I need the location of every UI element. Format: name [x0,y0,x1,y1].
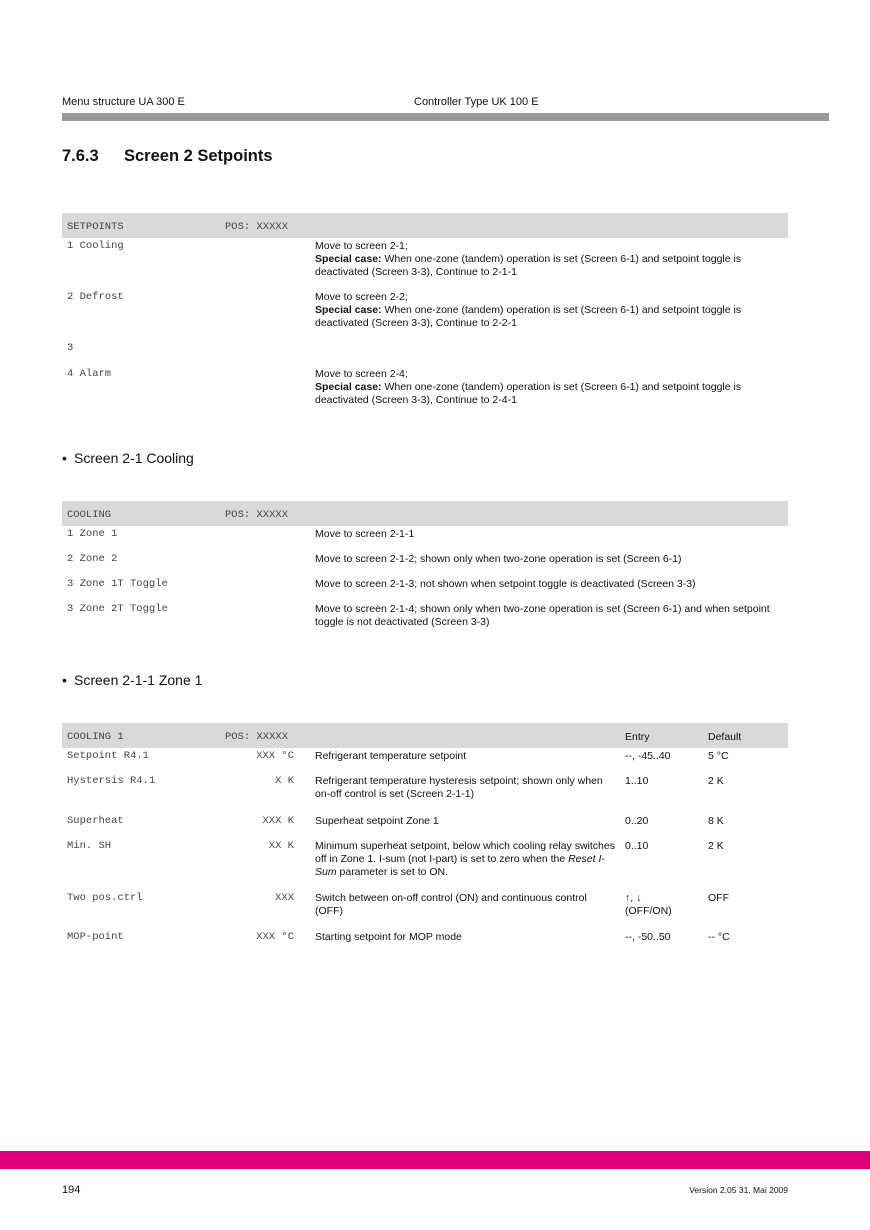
param-default: -- °C [708,931,730,943]
zone1-table [62,723,788,954]
cooling-table [62,501,788,639]
bullet-icon: • [62,672,67,688]
subsection-title: Screen 2-1 Cooling [74,450,194,466]
table-row [62,813,788,838]
header-pos: POS: XXXXX [225,509,289,521]
table-header [62,213,788,238]
param-value: XXX °C [256,931,294,943]
row-description: Move to screen 2-1-4; shown only when two-zone operation is set (Screen 6-1) and when setpoint toggle is not deactivated (Screen 3-3) [315,603,770,628]
param-default: 2 K [708,775,724,787]
param-default: 8 K [708,815,724,827]
table-row [62,238,788,289]
table-header [62,501,788,526]
param-entry: --, -45..40 [625,750,671,762]
param-name: Superheat [67,815,124,827]
subsection-bullet [62,450,194,466]
param-name: Setpoint R4.1 [67,750,149,762]
table-row [62,838,788,890]
param-name: Min. SH [67,840,112,852]
param-value: XXX °C [256,750,294,762]
table-row [62,748,788,773]
param-name: Hystersis R4.1 [67,775,156,787]
param-default: 5 °C [708,750,729,762]
row-description: Move to screen 2-1-1 [315,528,415,540]
table-row [62,890,788,929]
row-description: Move to screen 2-4; Special case: When one-zone (tandem) operation is set (Screen 6-1) and setpoint toggle is deactivated (Screen 3-3), Continue to 2-4-1 [315,368,742,406]
menu-item: 1 Zone 1 [67,528,118,540]
table-row [62,601,788,639]
header-default: Default [708,731,742,743]
param-description: Switch between on-off control (ON) and continuous control (OFF) [315,892,587,917]
table-row [62,551,788,576]
table-row [62,773,788,813]
param-description: Refrigerant temperature setpoint [315,750,467,762]
row-description: Move to screen 2-1-3; not shown when setpoint toggle is deactivated (Screen 3-3) [315,578,696,590]
header-doc-title: Menu structure UA 300 E [62,96,185,108]
menu-item-defrost: 2 Defrost [67,291,124,303]
table-header [62,723,788,748]
header-divider [62,113,829,121]
row-description: Move to screen 2-1; Special case: When one-zone (tandem) operation is set (Screen 6-1) and setpoint toggle is deactivated (Screen 3-3), Continue to 2-1-1 [315,240,742,278]
table-row [62,929,788,954]
menu-item-3: 3 [67,342,74,354]
row-description: Move to screen 2-2; Special case: When one-zone (tandem) operation is set (Screen 6-1) and setpoint toggle is deactivated (Screen 3-3), Continue to 2-2-1 [315,291,742,329]
menu-item-alarm: 4 Alarm [67,368,112,380]
param-description: Refrigerant temperature hysteresis setpoint; shown only when on-off control is set (Screen 2-1-1) [315,775,603,800]
table-row [62,366,788,417]
page-number: 194 [62,1184,81,1196]
section-number: 7.6.3 [62,147,99,165]
menu-item: 3 Zone 1T Toggle [67,578,168,590]
param-name: Two pos.ctrl [67,892,143,904]
bullet-icon: • [62,450,67,466]
param-entry: --, -50..50 [625,931,671,943]
param-name: MOP-point [67,931,124,943]
table-row [62,576,788,601]
version-info: Version 2.05 31. Mai 2009 [689,1185,788,1195]
section-heading [62,147,273,166]
param-value: XXX K [262,815,294,827]
param-description: Superheat setpoint Zone 1 [315,815,439,827]
table-row [62,526,788,551]
param-value: XX K [268,840,294,852]
subsection-title: Screen 2-1-1 Zone 1 [74,672,203,688]
row-description: Move to screen 2-1-2; shown only when two-zone operation is set (Screen 6-1) [315,553,682,565]
setpoints-table [62,213,788,417]
header-controller-type: Controller Type UK 100 E [414,96,539,108]
header-screen-name: COOLING [67,509,112,521]
header-pos: POS: XXXXX [225,731,289,743]
menu-item: 3 Zone 2T Toggle [67,603,168,615]
table-row [62,340,788,366]
table-row [62,289,788,340]
section-title: Screen 2 Setpoints [124,147,273,165]
param-description: Minimum superheat setpoint, below which cooling relay switches off in Zone 1. I-sum (not I-part) is set to zero when the Reset I-Sum parameter is set to ON. [315,840,615,878]
param-value: X K [275,775,294,787]
param-entry: 0..20 [625,815,649,827]
param-description: Starting setpoint for MOP mode [315,931,462,943]
header-entry: Entry [625,731,650,743]
subsection-bullet [62,672,202,688]
param-value: XXX [275,892,294,904]
header-pos: POS: XXXXX [225,221,289,233]
param-default: 2 K [708,840,724,852]
param-default: OFF [708,892,729,904]
up-down-arrows-icon: ↑, ↓ [625,892,642,904]
header-screen-name: SETPOINTS [67,221,124,233]
param-entry: ↑, ↓ (OFF/ON) [625,892,705,918]
param-entry: 1..10 [625,775,649,787]
footer-bar [0,1151,870,1169]
menu-item: 2 Zone 2 [67,553,118,565]
header-screen-name: COOLING 1 [67,731,124,743]
menu-item-cooling: 1 Cooling [67,240,124,252]
param-entry: 0..10 [625,840,649,852]
